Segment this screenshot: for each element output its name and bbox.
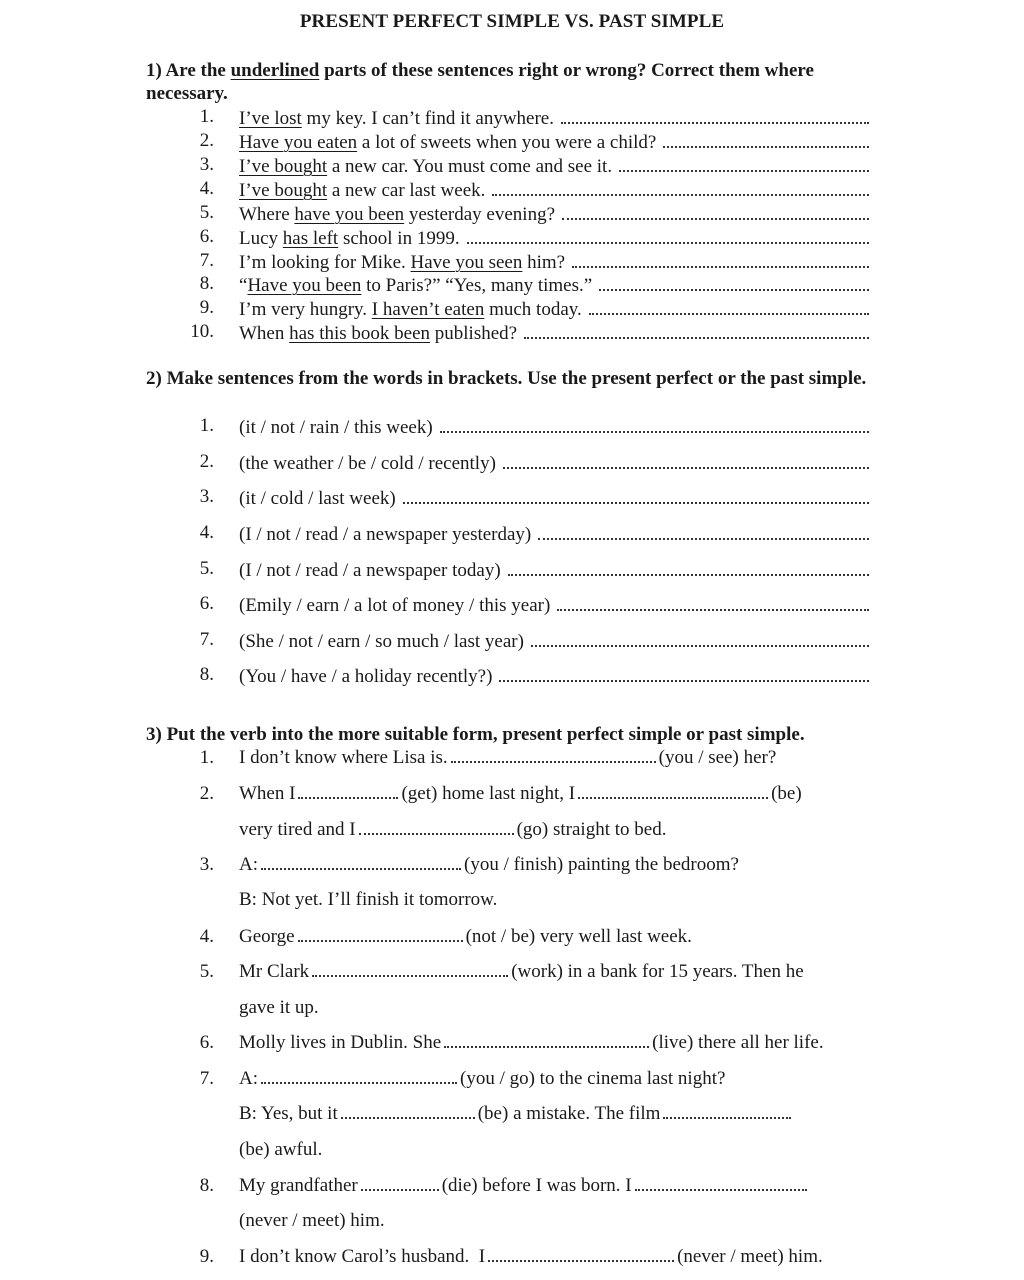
underlined-part: Have you been [247, 275, 362, 296]
answer-blank[interactable] [451, 746, 656, 763]
s1-question-1 [0, 105, 1024, 129]
s3-question-7-cont2: (be) awful. [239, 1139, 323, 1160]
s1-question-5 [0, 201, 1024, 225]
item-number: 2. [199, 451, 214, 472]
answer-line[interactable] [492, 177, 869, 196]
s2-question-3 [0, 485, 1024, 509]
s3-question-5: 5. Mr Clark (work) in a bank for 15 years. Then he [199, 961, 804, 982]
answer-blank[interactable] [359, 818, 514, 835]
s2-question-8 [0, 663, 1024, 687]
s2-question-7 [0, 628, 1024, 652]
item-number: 7. [199, 250, 214, 271]
item-number: 3. [199, 486, 214, 507]
item-number: 1. [199, 106, 214, 127]
answer-blank[interactable] [298, 925, 463, 942]
answer-blank[interactable] [663, 1102, 791, 1119]
sentence-pre: Where [239, 204, 295, 225]
answer-line[interactable] [599, 272, 869, 291]
s1-question-10 [0, 320, 1024, 344]
answer-line[interactable] [440, 414, 869, 433]
sentence-pre: Lucy [239, 228, 283, 249]
answer-line[interactable] [561, 105, 869, 124]
answer-line[interactable] [503, 450, 869, 469]
sentence-post: published? [430, 323, 518, 344]
s3-question-4: 4. George (not / be) very well last week. [199, 926, 692, 947]
s3-question-2: 2. When I (get) home last night, I (be) [199, 783, 802, 804]
s3-question-7: 7. A: (you / go) to the cinema last night? [199, 1068, 726, 1089]
underlined-part: I’ve lost [239, 108, 302, 129]
s1-question-9 [0, 296, 1024, 320]
underlined-part: I’ve bought [239, 180, 328, 201]
item-number: 7. [199, 629, 214, 650]
underlined-part: I’ve bought [239, 156, 328, 177]
answer-line[interactable] [403, 485, 869, 504]
s3-question-1: 1. I don’t know where Lisa is. (you / see) her? [199, 747, 777, 768]
item-number: 5. [199, 558, 214, 579]
prompt-words: (the weather / be / cold / recently) [239, 453, 496, 474]
s3-question-2-cont: very tired and I (go) straight to bed. [239, 819, 667, 840]
answer-line[interactable] [589, 296, 869, 315]
answer-line[interactable] [524, 320, 869, 339]
item-number: 8. [199, 273, 214, 294]
answer-line[interactable] [663, 129, 869, 148]
prompt-words: (it / not / rain / this week) [239, 417, 433, 438]
sentence-pre: When [239, 323, 290, 344]
s2-question-4 [0, 521, 1024, 545]
sentence-post: a new car. You must come and see it. [327, 156, 613, 177]
answer-line[interactable] [557, 592, 869, 611]
prompt-words: (You / have / a holiday recently?) [239, 666, 493, 687]
sentence-post: much today. [484, 299, 582, 320]
underlined-part: has this book been [289, 323, 431, 344]
item-number: 2. [199, 130, 214, 151]
item-number: 5. [199, 202, 214, 223]
section-3-heading: 3) Put the verb into the more suitable form, present perfect simple or past simple. [146, 724, 805, 745]
answer-blank[interactable] [261, 1067, 457, 1084]
s3-question-8-cont: (never / meet) him. [239, 1210, 385, 1231]
sentence-pre: I’m looking for Mike. [239, 252, 411, 273]
answer-blank[interactable] [261, 853, 461, 870]
s3-question-5-cont: gave it up. [239, 997, 319, 1018]
answer-blank[interactable] [578, 782, 768, 799]
s3-question-9: 9. I don’t know Carol’s husband. I (never / meet) him. [199, 1246, 823, 1267]
answer-line[interactable] [538, 521, 869, 540]
s1-question-4 [0, 177, 1024, 201]
answer-blank[interactable] [361, 1174, 439, 1191]
item-number: 8. [199, 664, 214, 685]
answer-line[interactable] [499, 663, 869, 682]
answer-line[interactable] [619, 153, 869, 172]
answer-blank[interactable] [488, 1245, 674, 1262]
underlined-part: I haven’t eaten [371, 299, 485, 320]
section-1-heading: 1) Are the underlined parts of these sentences right or wrong? Correct them where necessary. [146, 60, 814, 104]
sentence-post: a lot of sweets when you were a child? [357, 132, 657, 153]
section-2-heading: 2) Make sentences from the words in brackets. Use the present perfect or the past simple. [146, 368, 867, 389]
s1-question-6 [0, 225, 1024, 249]
answer-blank[interactable] [298, 782, 398, 799]
answer-blank[interactable] [444, 1031, 649, 1048]
answer-line[interactable] [531, 628, 869, 647]
item-number: 6. [199, 226, 214, 247]
s3-question-7-cont: B: Yes, but it (be) a mistake. The film [0, 1102, 1024, 1126]
s2-question-1 [0, 414, 1024, 438]
s1-question-8 [0, 272, 1024, 296]
prompt-words: (She / not / earn / so much / last year) [239, 631, 524, 652]
underlined-part: Have you eaten [239, 132, 358, 153]
item-number: 10. [190, 321, 214, 342]
sentence-post: my key. I can’t find it anywhere. [301, 108, 554, 129]
sentence-pre: I’m very hungry. [239, 299, 372, 320]
s2-question-5 [0, 557, 1024, 581]
s2-question-6 [0, 592, 1024, 616]
item-number: 9. [199, 297, 214, 318]
sentence-pre: “ [239, 275, 248, 296]
answer-line[interactable] [508, 557, 869, 576]
item-number: 6. [199, 593, 214, 614]
sentence-post: school in 1999. [338, 228, 460, 249]
s3-question-6: 6. Molly lives in Dublin. She (live) there all her life. [199, 1032, 824, 1053]
s1-question-7 [0, 249, 1024, 273]
sentence-post: him? [522, 252, 566, 273]
prompt-words: (I / not / read / a newspaper yesterday) [239, 524, 532, 545]
item-number: 4. [199, 178, 214, 199]
sentence-post: yesterday evening? [404, 204, 556, 225]
answer-blank[interactable] [635, 1174, 807, 1191]
s3-question-3: 3. A: (you / finish) painting the bedroom? [199, 854, 739, 875]
s3-question-3-cont: B: Not yet. I’ll finish it tomorrow. [239, 889, 498, 910]
page-title: PRESENT PERFECT SIMPLE VS. PAST SIMPLE [299, 11, 725, 32]
prompt-words: (Emily / earn / a lot of money / this year) [239, 595, 551, 616]
answer-line[interactable] [467, 225, 869, 244]
s3-question-8: 8. My grandfather (die) before I was born. I [0, 1174, 1024, 1198]
item-number: 3. [199, 154, 214, 175]
s2-question-2 [0, 450, 1024, 474]
prompt-words: (I / not / read / a newspaper today) [239, 560, 501, 581]
sentence-post: a new car last week. [327, 180, 486, 201]
answer-blank[interactable] [312, 960, 508, 977]
answer-blank[interactable] [341, 1102, 475, 1119]
s1-question-2 [0, 129, 1024, 153]
answer-line[interactable] [572, 249, 869, 268]
underlined-part: has left [282, 228, 339, 249]
sentence-post: to Paris?” “Yes, many times.” [361, 275, 593, 296]
item-number: 1. [199, 415, 214, 436]
prompt-words: (it / cold / last week) [239, 488, 396, 509]
item-number: 4. [199, 522, 214, 543]
underlined-part: have you been [294, 204, 405, 225]
answer-line[interactable] [562, 201, 869, 220]
underlined-part: Have you seen [410, 252, 523, 273]
s1-question-3 [0, 153, 1024, 177]
